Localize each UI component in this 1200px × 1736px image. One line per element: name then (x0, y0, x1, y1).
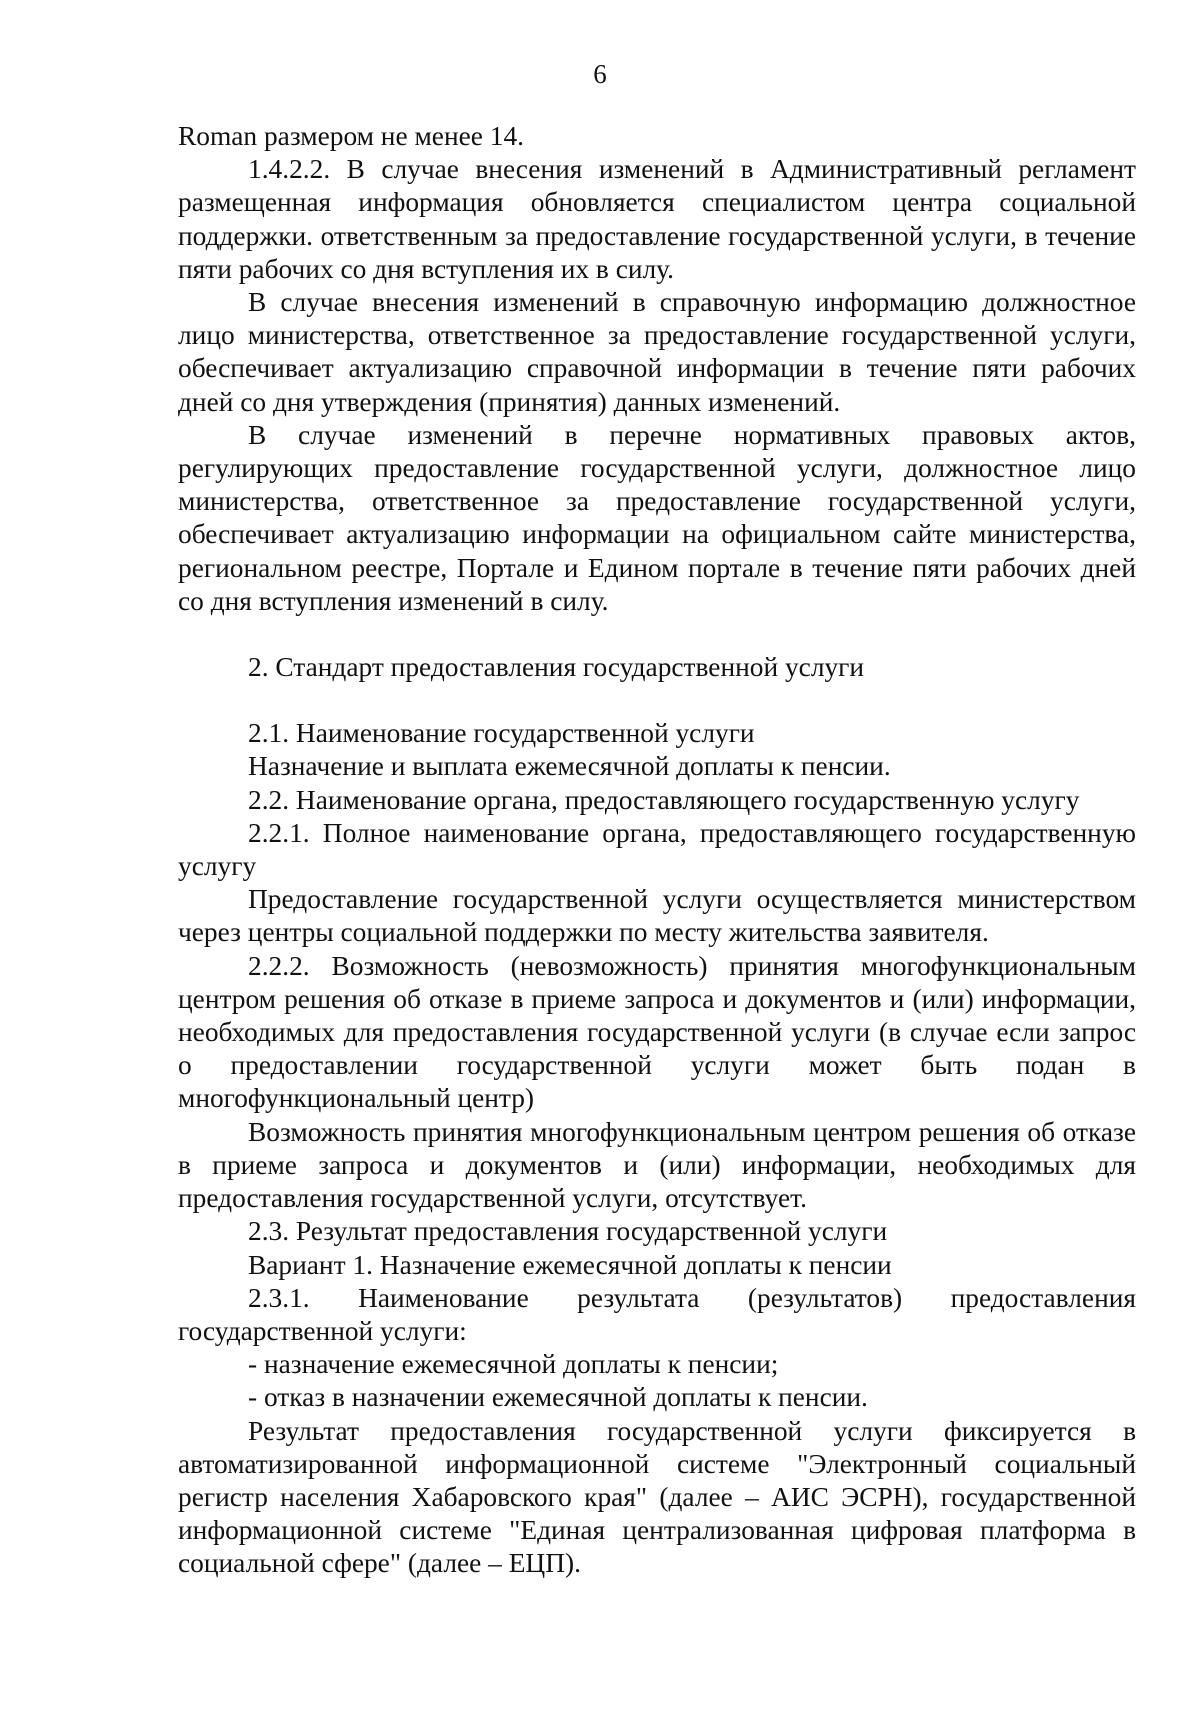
document-body (178, 120, 1136, 1581)
paragraph-gap (178, 684, 1136, 717)
section-heading: - назначение ежемесячной доплаты к пенсии; (248, 1349, 779, 1380)
section-heading: 2.3. Результат предоставления государственной услуги (248, 1216, 888, 1247)
paragraph: В случае внесения изменений в справочную информацию должностное лицо министерства, ответственное за предоставление государственной услуги, обеспечивает актуализацию справочной информации в течение пяти рабочих дней со дня утверждения (принятия) данных изменений. (178, 287, 1136, 417)
page-number: 6 (593, 59, 607, 89)
paragraph: 2.2.2. Возможность (невозможность) принятия многофункциональным центром решения об отказе в приеме запроса и документов и (или) информации, необходимых для предоставления государственной услуги (в случае если запрос о предоставлении государственной услуги может быть подан в многофункциональный центр) (178, 950, 1136, 1114)
section-heading: 2. Стандарт предоставления государственной услуги (248, 652, 865, 683)
paragraph-gap (178, 618, 1136, 651)
section-heading: 2.1. Наименование государственной услуги (248, 718, 755, 749)
section-heading: - отказ в назначении ежемесячной доплаты к пенсии. (248, 1382, 868, 1413)
paragraph: Возможность принятия многофункциональным центром решения об отказе в приеме запроса и документов и (или) информации, необходимых для предоставления государственной услуги, отсутствует. (178, 1116, 1136, 1214)
paragraph: 2.3.1. Наименование результата (результатов) предоставления государственной услуги: (178, 1282, 1136, 1346)
paragraph: Назначение и выплата ежемесячной доплаты к пенсии. (248, 751, 891, 782)
paragraph: В случае изменений в перечне нормативных правовых актов, регулирующих предоставление государственной услуги, должностное лицо министерства, ответственное за предоставление государственной услуги, обеспечивает актуализацию информации на официальном сайте министерства, региональном реестре, Портале и Едином портале в течение пяти рабочих дней со дня вступления изменений в силу. (178, 419, 1136, 616)
paragraph: Roman размером не менее 14. (178, 121, 525, 151)
paragraph: 1.4.2.2. В случае внесения изменений в Административный регламент размещенная информация обновляется специалистом центра социальной поддержки. ответственным за предоставление государственной услуги, в течение пяти рабочих со дня вступления их в силу. (178, 154, 1136, 284)
section-heading: Вариант 1. Назначение ежемесячной доплаты к пенсии (248, 1249, 892, 1280)
paragraph: Результат предоставления государственной услуги фиксируется в автоматизированной информационной системе "Электронный социальный регистр населения Хабаровского края" (далее – АИС ЭСРН), государственной информационной системе "Единая централизованная цифровая платформа в социальной сфере" (далее – ЕЦП). (178, 1415, 1136, 1579)
paragraph: 2.2.1. Полное наименование органа, предоставляющего государственную услугу (178, 817, 1136, 882)
paragraph: Предоставление государственной услуги осуществляется министерством через центры социальной поддержки по месту жительства заявителя. (178, 884, 1136, 948)
section-heading: 2.2. Наименование органа, предоставляющего государственную услугу (248, 784, 1080, 815)
